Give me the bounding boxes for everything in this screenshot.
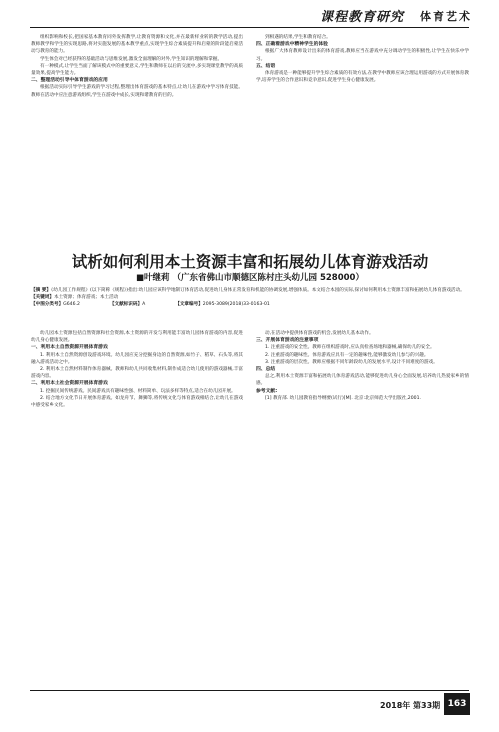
- reference-item: [1] 教育部. 幼儿园教育指导纲要(试行)[M]. 北京:北京师范大学出版社,2001.: [265, 395, 421, 401]
- article-author: ■叶继莉 （广东省佛山市顺德区陈村庄头幼儿园 528000）: [136, 273, 364, 283]
- top-right-heading: 五、结语: [256, 63, 276, 69]
- references-heading: 参考文献:: [256, 388, 278, 394]
- bottom-left-paragraph: 2. 结合地方文化节日开展体育游戏。如龙舟节、舞狮等,将传统文化与体育游戏相结合,让幼儿在游戏中感受家乡文化。: [31, 395, 243, 409]
- footer-rule: [30, 690, 469, 691]
- abstract-label: 【摘 要】: [31, 288, 51, 293]
- section-name: 体育艺术: [420, 10, 472, 23]
- article-title: 试析如何利用本土资源丰富和拓展幼儿体育游戏活动: [71, 253, 429, 271]
- bottom-right-heading: 三、开展体育游戏的注意事项: [256, 338, 319, 344]
- bottom-left-paragraph: 2. 利用本土自然材料制作体育器械。教师和幼儿共同收集材料,制作成适合幼儿使用的游戏器械,丰富游戏内容。: [31, 367, 243, 380]
- page-header: [0, 0, 499, 30]
- bottom-left-heading: 一、利用本土自然资源开展体育游戏: [31, 345, 108, 351]
- abstract-row: [31, 288, 469, 295]
- top-left-paragraph: 组织影响和校长,把国家基本教育同外发挥教学,让教育资源和文化,并在最新样业转的教学活动,提出教师教学和学生的实现思路,将对实施发展的基本教学重点,实现学生综合素质提升和启蒙的阶段能启蒙活动与教育的能力。: [31, 35, 243, 55]
- clc-label: 【中图分类号】: [31, 301, 64, 307]
- keywords-text: 本土资源；体育游戏；本土活动: [53, 294, 119, 300]
- abstract-text: 《幼儿园工作规程》(以下简称《规程》)指出:幼儿园应该科学地制订体育活动,促进幼儿身体正常发育和机能的协调发展,增强体质。本文结合本园的实际,探讨如何利用本土资源丰富和拓展幼儿体育游戏活动。: [50, 288, 465, 293]
- bottom-right-paragraph: 动,在活动中提供体育游戏的机会,发展幼儿基本动作。: [265, 331, 374, 336]
- top-right-paragraph: 体育游戏是一种能够提升学生综合素质的有效方法,在教学中教师应该合理运用游戏的方式开展体育教学,培养学生的合作意识和竞争意识,促进学生身心健康发展。: [256, 71, 469, 84]
- top-right-heading: 四、正确看游戏中精神学生的体验: [256, 42, 328, 48]
- bottom-right-paragraph: 总之,利用本土资源丰富和拓展幼儿体育游戏活动,能够促进幼儿身心全面发展,培养幼儿热爱家乡的情感。: [256, 374, 469, 387]
- keywords-row: [31, 295, 469, 302]
- doc-code-value: A: [142, 301, 146, 307]
- bottom-right-heading: 四、总结: [256, 367, 276, 373]
- classification-row: [31, 302, 469, 309]
- article-number-value: 2095-3089(2018)33-0163-01: [202, 301, 270, 307]
- keywords-label: 【关键词】: [31, 294, 54, 300]
- top-right-paragraph: 根据广大体育教师设计出来的体育游戏,教师应当在游戏中充分调动学生的积极性,让学生在快乐中学习。: [256, 49, 469, 62]
- top-left-paragraph: 学生体会对已经获得的基础活动与思维发展,激发全面理解的对外,学生知识的理解和掌握。: [40, 56, 223, 62]
- top-left-paragraph: 有一种模式,让学生当面了解该模式中的重要意义,学生和教师在以后的交流中,多实现课堂教学的高质量效果,提高学生能力。: [31, 63, 243, 77]
- clc-value: G646.2: [63, 301, 80, 307]
- bottom-right-paragraph: 2. 注重游戏的趣味性。体育游戏应具有一定的趣味性,能够激发幼儿参与的兴趣。: [265, 352, 429, 358]
- bottom-right-column: [256, 330, 469, 680]
- top-left-heading: 二、整理活动引导中体育游戏的应用: [31, 78, 108, 84]
- bottom-left-paragraph: 1. 挖掘民间传统游戏。民间游戏具有趣味性强、材料简单、玩法多样等特点,适合在幼儿园开展。: [40, 388, 236, 394]
- top-right-column: [256, 34, 469, 246]
- bottom-right-paragraph: 1. 注重游戏的安全性。教师在组织游戏时,应认真检查场地和器械,确保幼儿的安全。: [265, 345, 435, 351]
- abstract-block: [31, 288, 469, 308]
- journal-name: 课程教育研究: [320, 10, 405, 25]
- page-number: 163: [444, 693, 470, 715]
- doc-code-label: 【文献标识码】: [109, 301, 143, 307]
- header-rule: [30, 27, 469, 28]
- article-number-label: 【文章编号】: [175, 301, 203, 307]
- bottom-left-paragraph: 1. 利用本土自然资源创设游戏环境。幼儿园应充分挖掘身边的自然资源,如竹子、稻草、石头等,将其融入游戏活动之中。: [31, 352, 243, 365]
- top-right-paragraph: 到相遇的结果,学生和教育结合。: [265, 35, 331, 40]
- bottom-left-column: [31, 330, 243, 680]
- bottom-right-paragraph: 3. 注重游戏的层次性。教师应根据不同年龄段幼儿的发展水平,设计不同难度的游戏。: [265, 359, 438, 365]
- top-left-paragraph: 根据活动实际引导学生游戏的学习过程,整理出体育游戏的基本特点,让幼儿在游戏中学习体育技能。教师在活动中应注意游戏组织,学生在游戏中成长,实现和谐教育的目的。: [31, 85, 243, 98]
- issue-label: 2018年 第33期: [380, 701, 441, 710]
- bottom-left-paragraph: 幼儿园本土资源包括自然资源和社会资源,本土资源的开发与利用能丰富幼儿园体育游戏的内容,促进幼儿身心健康发展。: [31, 331, 243, 344]
- top-left-column: [31, 34, 243, 246]
- bottom-left-heading: 二、利用本土社会资源开展体育游戏: [31, 381, 108, 387]
